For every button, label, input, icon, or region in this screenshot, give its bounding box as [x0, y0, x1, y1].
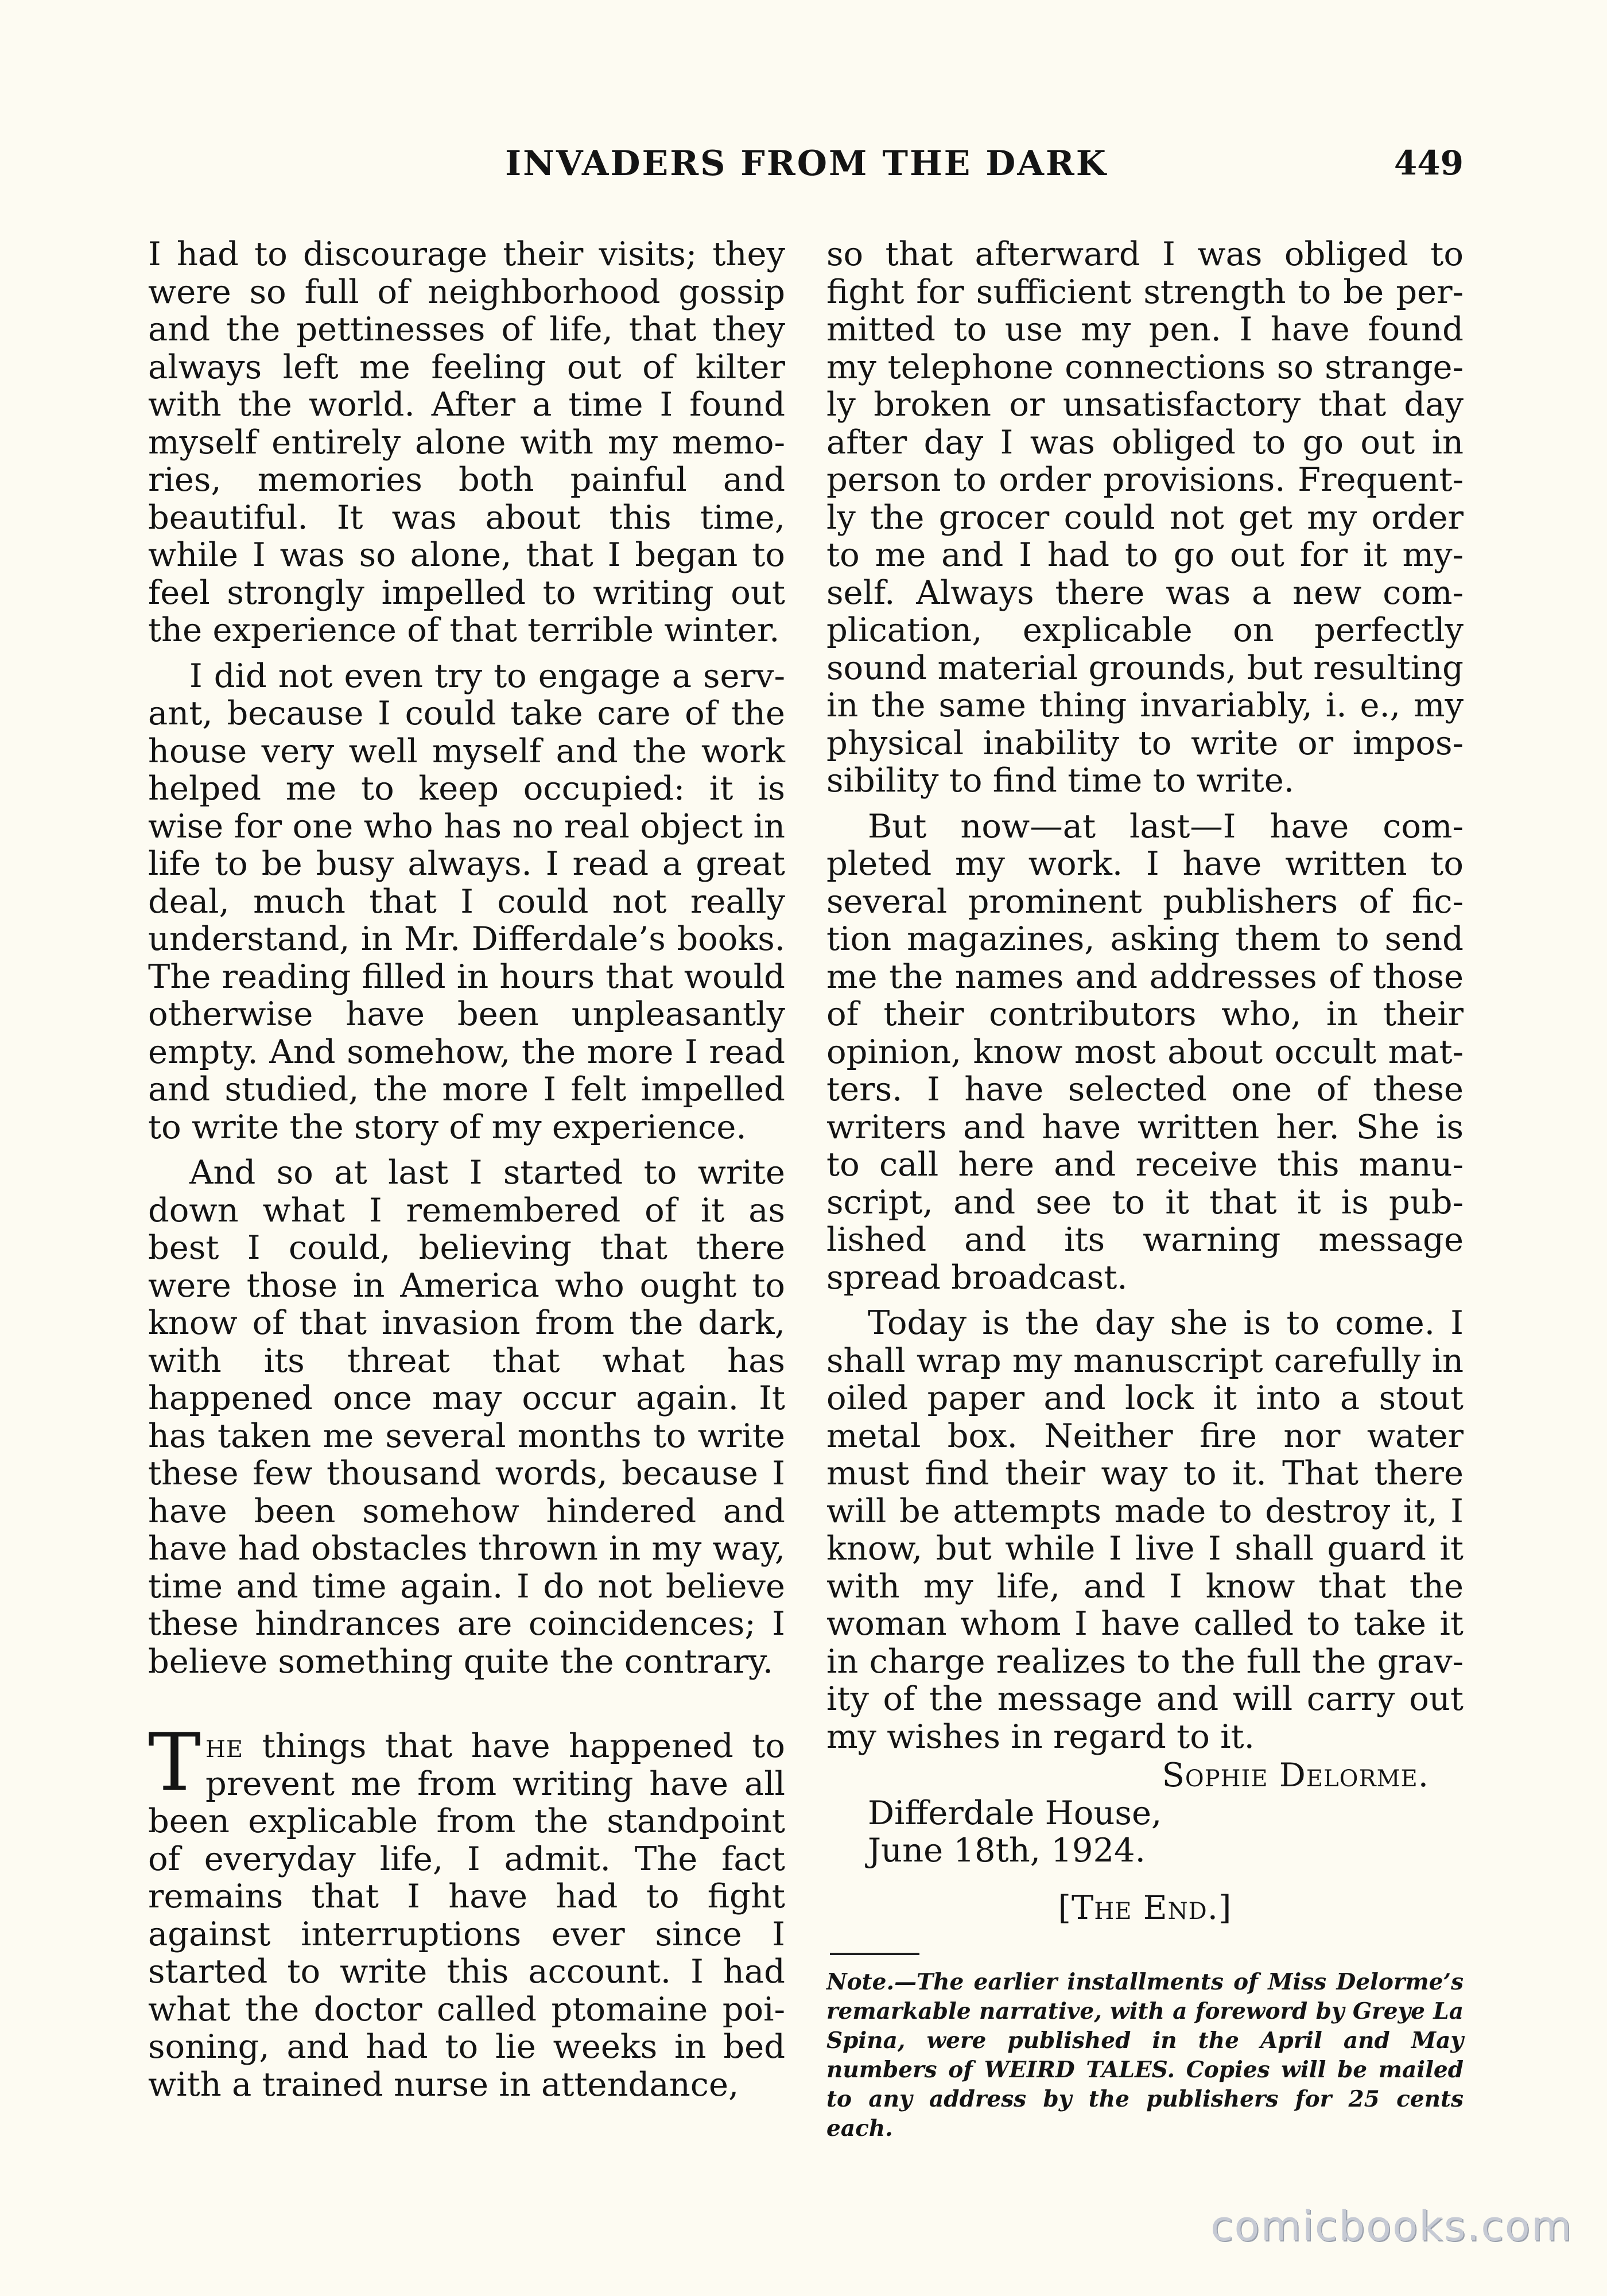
- page-number: 449: [1393, 144, 1464, 183]
- running-title: INVADERS FROM THE DARK: [505, 144, 1108, 184]
- running-head: [149, 144, 1464, 195]
- paragraph: I had to discourage their visits; they were so full of neighborhood gossip and the pettinesses of life, that they always left me feeling out of kilter with the world. After a time I found myself entirely alone with my memories, memories both painful and beautiful. It was about this time, while I was so alone, that I began to feel strongly impelled to writing out the experience of that terrible winter.: [148, 235, 785, 649]
- small-caps-lead: he: [205, 1727, 244, 1765]
- footnote-rule: [830, 1953, 919, 1955]
- right-column: [826, 235, 1464, 2143]
- editor-note: Note.—The earlier installments of Miss Delorme’s remarkable narrative, with a foreword by Greye La Spina, were published in the April and May numbers of WEIRD TALES. Copies will be mailed to any address by the publishers for 25 cents each.: [826, 1969, 1464, 2142]
- paragraph: But now—at last—I have completed my work. I have written to several prominent publishers of fiction magazines, asking them to send me the names and addresses of those of their contributors who, in their opinion, know most about occult matters. I have selected one of these writers and have written her. She is to call here and receive this manuscript, and see to it that it is published and its warning message spread broadcast.: [826, 806, 1464, 1297]
- paragraph-text: things that have happened to prevent me from writing have all been explicable from the standpoint of everyday life, I admit. The fact remains that I have had to fight against interruptions ever since I started to write this account. I had what the doctor called ptomaine poisoning, and had to lie weeks in bed with a trained nurse in attendance,: [148, 1727, 785, 2104]
- dateline-place: Differdale House,: [868, 1793, 1162, 1832]
- watermark: comicbooks.com: [1210, 2202, 1573, 2250]
- paragraph: I did not even try to engage a servant, because I could take care of the house very well myself and the work helped me to keep occupied: it is wise for one who has no real object in life to be busy always. I read a great deal, much that I could not really understand, in Mr. Differdale’s books. The reading filled in hours that would otherwise have been unpleasantly empty. And somehow, the more I read and studied, the more I felt impelled to write the story of my experience.: [148, 656, 785, 1146]
- the-end-marker: [The End.]: [1058, 1888, 1232, 1927]
- dateline-date: June 18th, 1924.: [868, 1831, 1146, 1870]
- paragraph: And so at last I started to write down what I remembered of it as best I could, believing that there were those in America who ought to know of that invasion from the dark, with its threat that what has happened once may occur again. It has taken me several months to write these few thousand words, because I have been somehow hindered and have had obstacles thrown in my way, time and time again. I do not believe these hindrances are coincidences; I believe something quite the contrary.: [148, 1153, 785, 1681]
- paragraph: so that afterward I was obliged to fight for sufficient strength to be permitted to use my pen. I have found my telephone connections so strangely broken or unsatisfactory that day after day I was obliged to go out in person to order provisions. Frequently the grocer could not get my order to me and I had to go out for it myself. Always there was a new complication, explicable on perfectly sound material grounds, but resulting in the same thing invariably, i. e., my physical inability to write or impossibility to find time to write.: [826, 235, 1464, 800]
- signature: Sophie Delorme.: [1162, 1756, 1429, 1794]
- paragraph-with-dropcap: [148, 1716, 785, 2104]
- paragraph: Today is the day she is to come. I shall wrap my manuscript carefully in oiled paper and lock it into a stout metal box. Neither fire nor water must find their way to it. That there will be attempts made to destroy it, I know, but while I live I shall guard it with my life, and I know that the woman whom I have called to take it in charge realizes to the full the gravity of the message and will carry out my wishes in regard to it.: [826, 1304, 1464, 1756]
- drop-cap: T: [148, 1716, 201, 1809]
- left-column: [148, 235, 785, 2103]
